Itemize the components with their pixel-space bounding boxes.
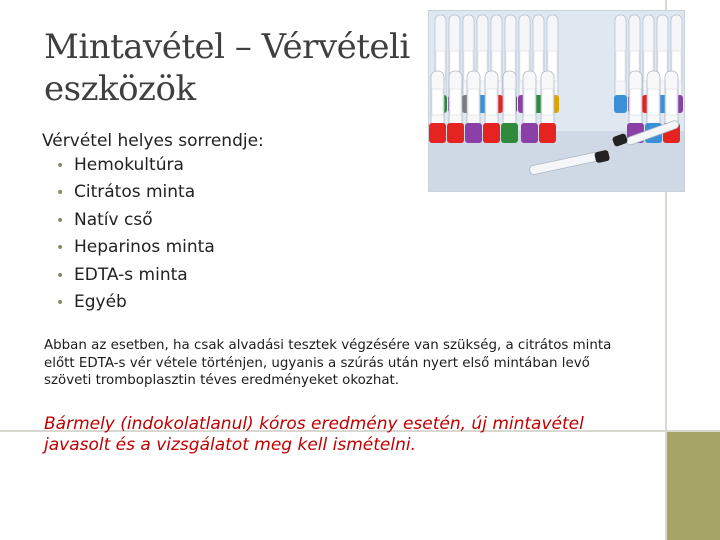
list-item-text: Hemokultúra <box>74 155 184 175</box>
tube-cap <box>429 123 446 143</box>
list-item-text: Citrátos minta <box>74 182 196 203</box>
tube-cap <box>465 123 482 143</box>
explanation-paragraph: Abban az esetben, ha csak alvadási tesztek végzésére van szükség, a citrátos minta előtt EDTA-s vér vétele történjen, ugyanis a szúrás után nyert első mintában levő szöveti tromboplasztin téves eredményeket okozhat. <box>44 338 612 388</box>
blood-tubes-illustration <box>429 11 684 191</box>
tube-label <box>648 89 659 115</box>
bullet-icon: • <box>56 185 65 202</box>
tube-label <box>486 89 497 115</box>
tube-label <box>616 51 625 81</box>
tube-cap <box>501 123 518 143</box>
title-line-2: eszközök <box>44 69 196 109</box>
bullet-icon: • <box>56 240 65 257</box>
tube-label <box>542 89 553 115</box>
tube-cap <box>447 123 464 143</box>
blood-tubes-photo <box>428 10 685 192</box>
list-item <box>56 234 215 261</box>
bullet-icon: • <box>56 212 65 229</box>
list-item-text: Heparinos minta <box>74 237 215 258</box>
list-item-text: Egyéb <box>74 292 127 313</box>
tube-label <box>666 89 677 115</box>
tube-cap <box>539 123 556 143</box>
list-item-text: Natív cső <box>74 209 153 230</box>
order-subheading: Vérvétel helyes sorrendje: <box>42 131 264 151</box>
list-item <box>56 262 215 289</box>
list-item <box>56 289 215 316</box>
title-line-1: Mintavétel – Vérvételi <box>44 27 410 67</box>
collection-order-list <box>56 152 215 316</box>
list-item-text: EDTA-s minta <box>74 264 188 285</box>
tube-label <box>432 89 443 115</box>
tube-label <box>524 89 535 115</box>
accent-bar <box>667 432 720 540</box>
list-item <box>56 179 215 206</box>
bullet-icon: • <box>56 295 65 312</box>
slide-title <box>44 26 424 110</box>
tube-cap <box>483 123 500 143</box>
tube-label <box>450 89 461 115</box>
bullet-icon: • <box>56 158 65 174</box>
warning-note: Bármely (indokolatlanul) kóros eredmény esetén, új mintavétel javasolt és a vizsgálatot meg kell ismételni. <box>44 414 584 455</box>
list-item <box>56 207 215 234</box>
tube-cap <box>521 123 538 143</box>
tube-label <box>630 89 641 115</box>
tube-label <box>468 89 479 115</box>
tube-label <box>504 89 515 115</box>
bullet-icon: • <box>56 267 65 284</box>
list-item <box>56 152 215 179</box>
tube-cap <box>614 95 627 113</box>
